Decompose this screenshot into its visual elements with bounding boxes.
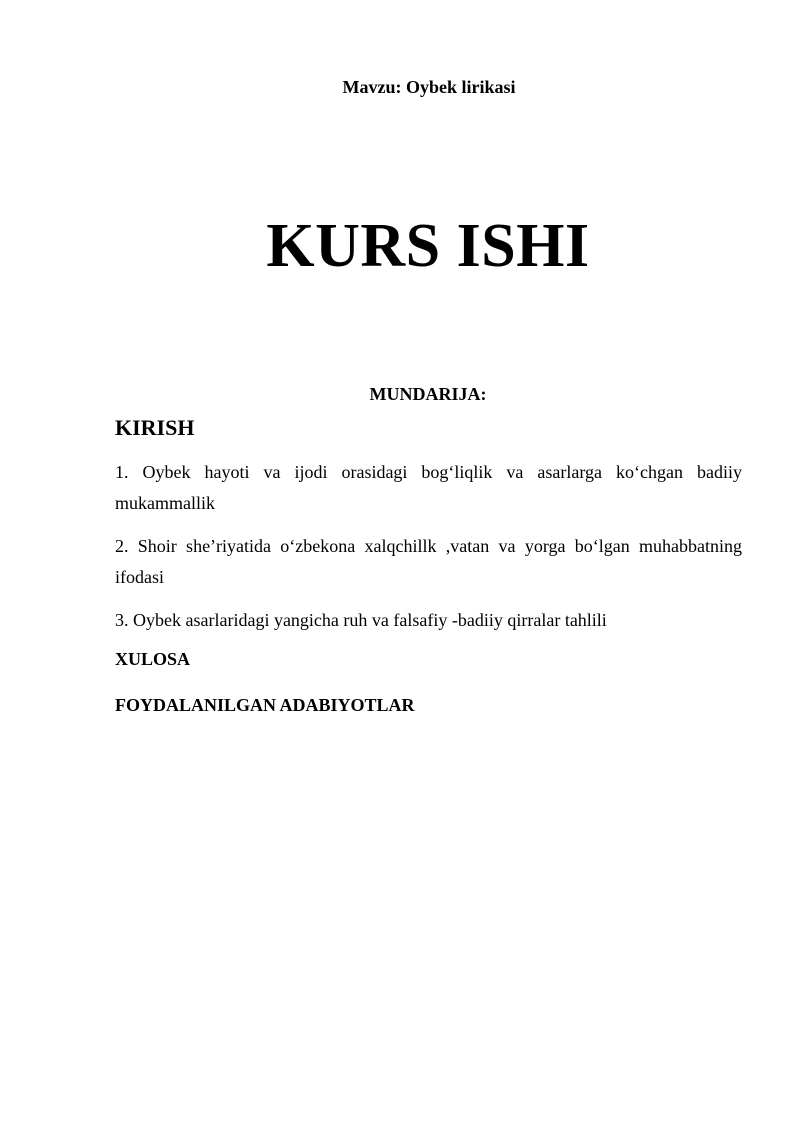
toc-item-introduction: KIRISH [115,415,195,440]
table-of-contents [115,413,742,740]
toc-item-chapter-3: 3. Oybek asarlaridagi yangicha ruh va falsafiy -badiiy qirralar tahlili [115,610,607,630]
toc-item-references: FOYDALANILGAN ADABIYOTLAR [115,695,415,715]
toc-item-chapter-2: 2. Shoir she’riyatida o‘zbekona xalqchillk ,vatan va yorga bo‘lgan muhabbatning ifodasi [115,536,742,587]
contents-heading: MUNDARIJA: [369,384,487,404]
toc-item-chapter-1: 1. Oybek hayoti va ijodi orasidagi bog‘liqlik va asarlarga ko‘chgan badiiy mukammallik [115,462,742,513]
toc-item-conclusion: XULOSA [115,649,191,669]
document-title: KURS ISHI [266,212,590,280]
topic-line: Mavzu: Oybek lirikasi [342,77,516,97]
